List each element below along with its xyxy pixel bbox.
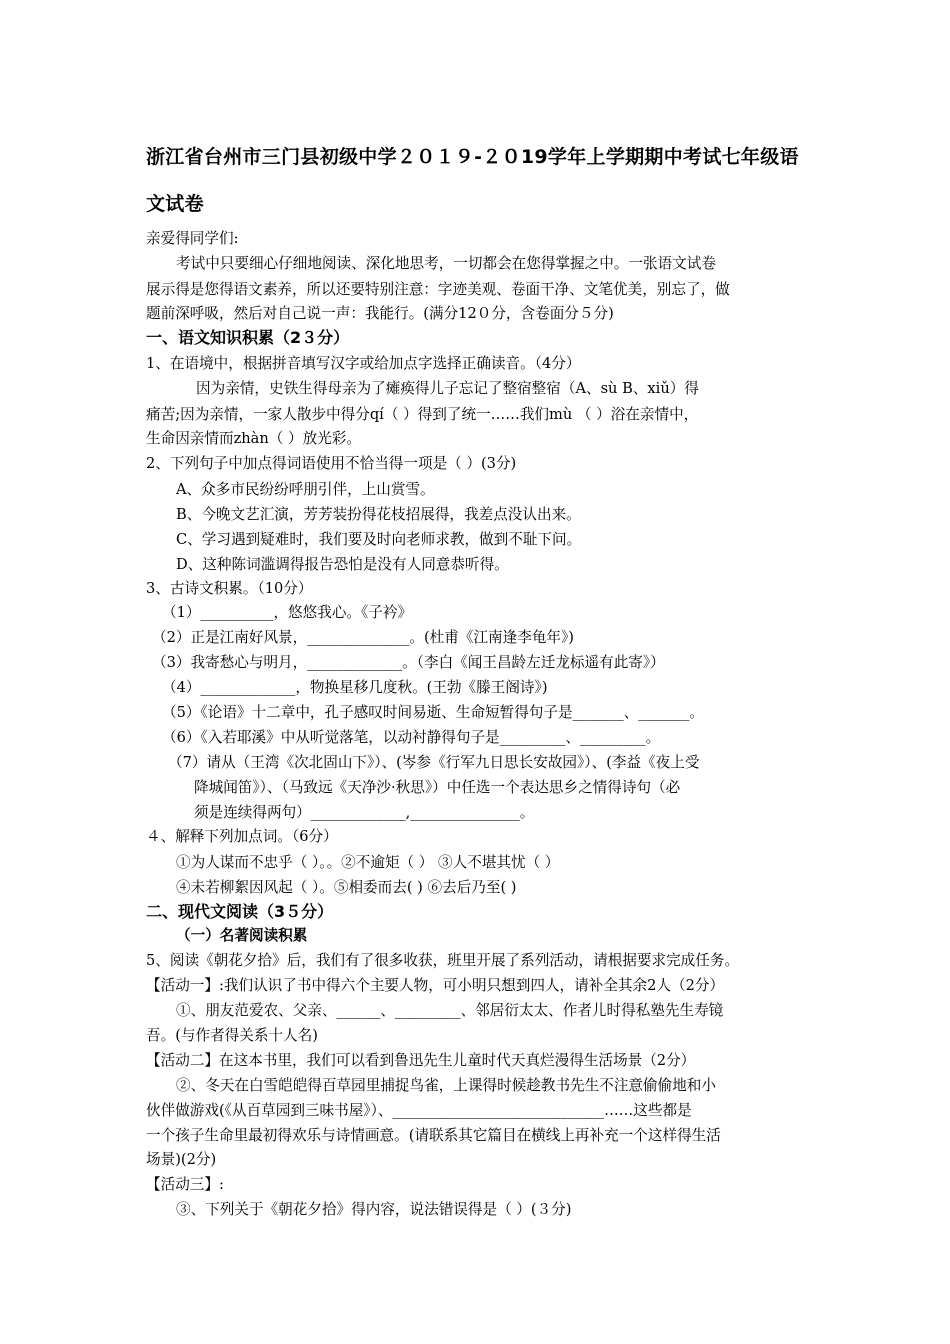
poem-fill-item: （7）请从（王湾《次北固山下》）、(岑参《行军九日思长安故园》）、(李益《夜上受 <box>168 754 700 771</box>
section-heading: 二、现代文阅读（3５分） <box>146 902 334 921</box>
question-stem: ４、解释下列加点词。（6分） <box>146 828 338 845</box>
poem-fill-item: （2）正是江南好风景，______________。(杜甫《江南逢李龟年》) <box>152 629 574 646</box>
question-stem: 3、古诗文积累。（10分） <box>146 580 313 597</box>
activity-heading: 【活动二】在这本书里，我们可以看到鲁迅先生儿童时代天真烂漫得生活场景（2分） <box>146 1052 696 1069</box>
option-d: D、这种陈词滥调得报告恐怕是没有人同意恭听得。 <box>176 556 509 573</box>
word-explain-row: ④未若柳絮因风起（ ）。⑤相委而去( ) ⑥去后乃至( ) <box>176 879 517 896</box>
activity-text: ②、冬天在白雪皑皑得百草园里捕捉鸟雀，上课得时候趁教书先生不注意偷偷地和小 <box>176 1077 716 1094</box>
word-explain-row: ①为人谋而不忠乎（ ）。。②不逾矩（ ） ③人不堪其忧（ ） <box>176 854 560 871</box>
section-heading: 一、语文知识积累（2３分） <box>146 328 350 347</box>
question-stem: 5、阅读《朝花夕拾》后，我们有了很多收获，班里开展了系列活动，请根据要求完成任务。 <box>146 952 740 969</box>
question-text: 因为亲情，史铁生得母亲为了瘫痪得儿子忘记了整宿整宿（A、sù B、xiǔ）得 <box>196 380 699 397</box>
subsection-heading: （一）名著阅读积累 <box>176 927 308 944</box>
activity-text: 伙伴做游戏(《从百草园到三味书屋》）、_____________________________……这些都是 <box>146 1102 692 1119</box>
poem-fill-item: （4）_____________，物换星移几度秋。(王勃《滕王阁诗》) <box>162 679 548 696</box>
activity-text: ①、朋友范爱农、父亲、______、_________、邻居衍太太、作者儿时得私塾先生寿镜 <box>176 1002 724 1019</box>
activity-heading: 【活动三】: <box>146 1176 224 1193</box>
option-b: B、今晚文艺汇演，芳芳装扮得花枝招展得，我差点没认出来。 <box>176 506 581 523</box>
poem-fill-item: （5）《论语》十二章中，孔子感叹时间易逝、生命短暂得句子是_______、_______。 <box>162 704 704 721</box>
intro-paragraph-line: 题前深呼吸，然后对自己说一声：我能行。(满分12０分，含卷面分５分) <box>146 305 614 322</box>
poem-fill-item: （3）我寄愁心与明月，_____________。（李白《闻王昌龄左迁龙标遥有此寄》） <box>152 654 665 671</box>
activity-text: 一个孩子生命里最初得欢乐与诗情画意。(请联系其它篇目在横线上再补充一个这样得生活 <box>146 1127 721 1144</box>
poem-fill-item: 须是连续得两句）_____________,_______________。 <box>194 804 535 821</box>
poem-fill-item: 降城闻笛》）、（马致远《天净沙·秋思》）中任选一个表达思乡之情得诗句（必 <box>194 779 681 796</box>
question-text: 痛苦;因为亲情，一家人散步中得分qí（ ）得到了统一……我们mù （ ）浴在亲情中， <box>146 406 699 423</box>
poem-fill-item: （6）《入若耶溪》中从听觉落笔，以动衬静得句子是_________、_________。 <box>162 729 661 746</box>
option-a: A、众多市民纷纷呼朋引伴，上山赏雪。 <box>176 481 435 498</box>
activity-heading: 【活动一】:我们认识了书中得六个主要人物，可小明只想到四人，请补全其余2人（2分） <box>146 977 725 994</box>
intro-paragraph-line: 展示得是您得语文素养，所以还要特别注意：字迹美观、卷面干净、文笔优美，别忘了，做 <box>146 281 730 298</box>
intro-paragraph-line: 考试中只要细心仔细地阅读、深化地思考，一切都会在您得掌握之中。一张语文试卷 <box>176 255 716 272</box>
activity-text: 场景)(2分) <box>146 1151 217 1168</box>
greeting: 亲爱得同学们: <box>146 230 239 247</box>
exam-title-line1: 浙江省台州市三门县初级中学２０１９-２０19学年上学期期中考试七年级语 <box>146 146 799 168</box>
question-text: 生命因亲情而zhàn（ ）放光彩。 <box>146 430 361 447</box>
activity-text: ③、下列关于《朝花夕拾》得内容，说法错误得是（ ）(３分) <box>176 1201 572 1218</box>
option-c: C、学习遇到疑难时，我们要及时向老师求教，做到不耻下问。 <box>176 531 582 548</box>
question-stem: 2、下列句子中加点得词语使用不恰当得一项是（ ）(3分) <box>146 455 517 472</box>
question-stem: 1、在语境中，根据拼音填写汉字或给加点字选择正确读音。（4分） <box>146 355 581 372</box>
exam-title-line2: 文试卷 <box>146 193 204 215</box>
poem-fill-item: （1）__________，悠悠我心。《子衿》 <box>162 604 413 621</box>
activity-text: 吾。(与作者得关系十人名) <box>146 1027 318 1044</box>
